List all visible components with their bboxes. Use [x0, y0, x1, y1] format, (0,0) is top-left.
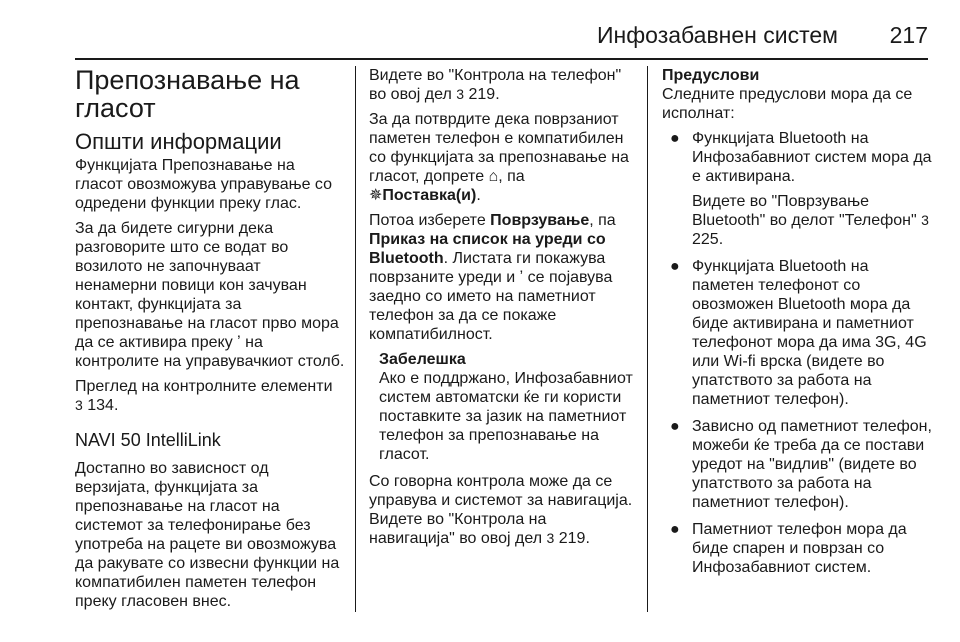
note-title: Забелешка	[379, 351, 466, 368]
voice-icon: ʼ	[519, 269, 524, 286]
paragraph: Достапно во зависност од верзијата, функцијата за препознавање на гласот на системот за телефонирање без употреба на рацете ви овозможува да ракувате со извесни функции на компатибилен паметен телефон преку гласовен внес.	[75, 460, 340, 610]
settings-icon: ✵	[369, 187, 383, 204]
subheading: NAVI 50 IntelliLink	[75, 430, 221, 450]
page-ref-icon: 3	[921, 212, 929, 228]
list-item: ● Зависно од паметниот телефон, можеби ќе треба да се постави уредот на "видлив" (видете во упатството за работа на паметниот телефон).	[670, 418, 932, 511]
note-text: Ако е поддржано, Инфозабавниот систем автоматски ќе ги користи поставките за јазик на паметниот телефон за препознавање на гласот.	[379, 370, 633, 463]
page-ref-icon: 3	[456, 86, 465, 102]
paragraph: Видете во "Контрола на телефон" во овој дел 3 219.	[369, 67, 622, 103]
column-3	[662, 66, 932, 585]
paragraph: Со говорна контрола може да се управува и системот за навигација. Видете во "Контрола на навигација" во овој дел 3 219.	[369, 473, 633, 547]
bullet-icon: ●	[670, 258, 680, 275]
paragraph: За да бидете сигурни дека разговорите што се водат во возилото не започнуваат ненамерни повици кон зачуван контакт, функцијата за препознавање на гласот прво мора да се активира преку ʼ на контролите на управувачкиот столб.	[75, 220, 345, 370]
voice-icon: ʼ	[237, 334, 241, 351]
paragraph: Потоа изберете Поврзување, па Приказ на список на уреди со Bluetooth. Листата ги покажува поврзаните уреди и ʼ се појавува заедно со името на паметниот телефон за да се покаже компатибилност.	[369, 212, 616, 343]
paragraph: Функцијата Препознавање на гласот овозможува управување со одредени функции преку глас.	[75, 157, 333, 212]
note-box	[369, 350, 635, 464]
page-number: 217	[889, 22, 928, 48]
bullet-icon: ●	[670, 521, 680, 538]
page-ref-icon: 3	[75, 397, 83, 413]
header-rule	[75, 58, 928, 60]
column-2	[369, 66, 635, 554]
bullet-icon: ●	[670, 130, 680, 147]
column-1	[75, 66, 345, 617]
column-divider	[355, 66, 356, 612]
list-item: ● Функцијата Bluetooth на паметен телефонот со овозможен Bluetooth мора да биде активирана и паметниот телефонот мора да има 3G, 4G или Wi-fi врска (видете во упатството за работа на паметниот телефон).	[670, 258, 927, 408]
home-icon: ⌂	[488, 168, 499, 185]
section-heading: Препознавање на гласот	[75, 65, 300, 123]
section-heading: Предуслови	[662, 67, 760, 84]
page-ref-icon: 3	[546, 530, 555, 546]
paragraph: Преглед на контролните елементи 3 134.	[75, 378, 333, 414]
list-item: ● Функцијата Bluetooth на Инфозабавниот систем мора да е активирана. Видете во "Поврзување Bluetooth" во делот "Телефон" 3 225.	[670, 130, 932, 248]
paragraph: Следните предуслови мора да се исполнат:	[662, 86, 913, 122]
page-header	[0, 22, 928, 56]
column-divider	[647, 66, 648, 612]
bullet-list	[662, 129, 932, 577]
paragraph: За да потврдите дека поврзаниот паметен телефон е компатибилен со функцијата за препознавање на гласот, допрете ⌂, па ✵Поставка(и).	[369, 111, 629, 204]
list-item: ● Паметниот телефон мора да биде спарен и поврзан со Инфозабавниот систем.	[670, 521, 907, 576]
header-title: Инфозабавнен систем	[597, 22, 838, 48]
subheading: Општи информации	[75, 129, 282, 154]
bullet-icon: ●	[670, 418, 680, 435]
